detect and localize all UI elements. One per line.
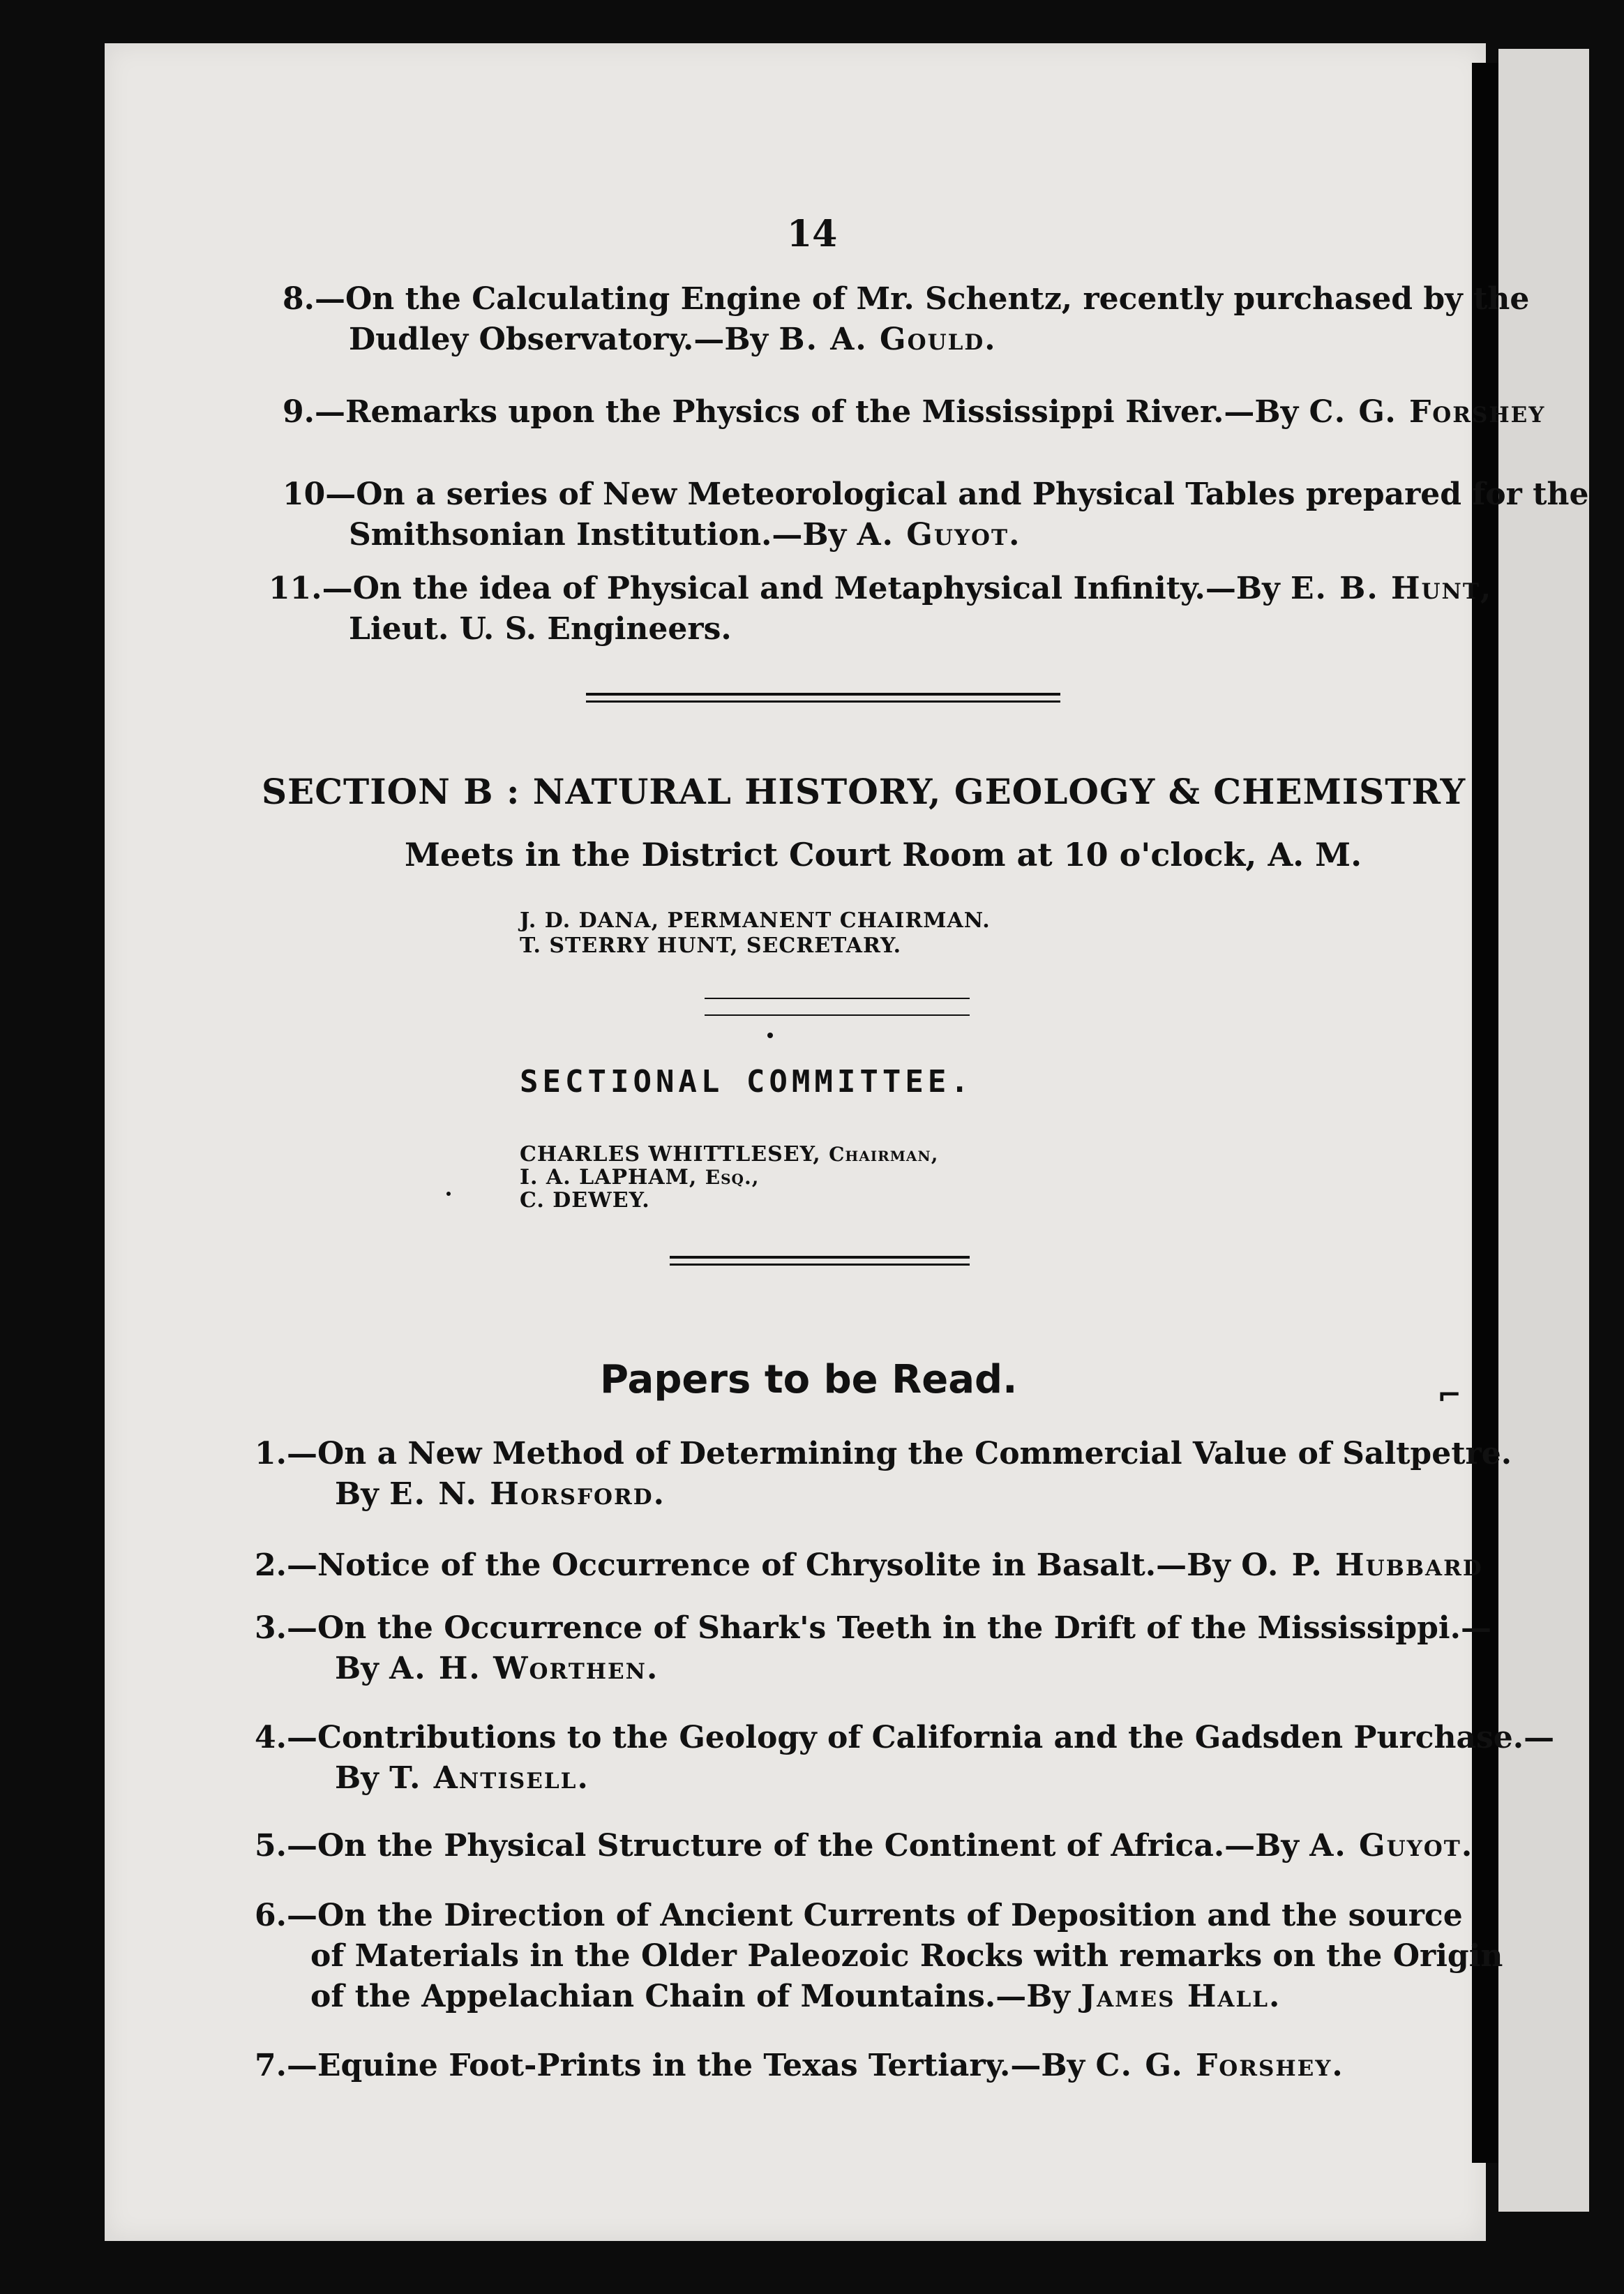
list-item: 7.—Equine Foot-Prints in the Texas Tertiary.—By C. G. Forshey. [255, 2048, 1344, 2083]
committee-member: CHARLES WHITTLESEY, Chairman, [520, 1142, 939, 1167]
page-number: 14 [787, 213, 838, 255]
margin-mark: ⌐ [1437, 1378, 1462, 1412]
section-divider [586, 693, 1060, 703]
section-secretary: T. STERRY HUNT, SECRETARY. [520, 934, 902, 958]
section-title: SECTION B : NATURAL HISTORY, GEOLOGY & CHEMISTRY [262, 771, 1466, 812]
divider [705, 1014, 970, 1016]
list-item: 10—On a series of New Meteorological and Physical Tables prepared for the Smithsonian Institution.—By A. Guyot. [283, 477, 1589, 553]
divider [670, 1256, 970, 1266]
papers-heading: Papers to be Read. [600, 1357, 1018, 1402]
list-item: 8.—On the Calculating Engine of Mr. Schentz, recently purchased by the Dudley Observatory.—By B. A. Gould. [283, 281, 1530, 357]
list-item: 3.—On the Occurrence of Shark's Teeth in the Drift of the Mississippi.— By A. H. Worthen. [255, 1610, 1491, 1686]
committee-member: C. DEWEY. [520, 1188, 650, 1213]
committee-member: I. A. LAPHAM, Esq., [520, 1165, 760, 1190]
list-item: 9.—Remarks upon the Physics of the Mississippi River.—By C. G. Forshey [283, 394, 1546, 430]
ornament-dot [446, 1192, 451, 1196]
section-chairman: J. D. DANA, PERMANENT CHAIRMAN. [520, 908, 991, 933]
list-item: 11.—On the idea of Physical and Metaphysical Infinity.—By E. B. Hunt, Lieut. U. S. Engineers. [269, 571, 1493, 647]
list-item: 1.—On a New Method of Determining the Commercial Value of Saltpetre. By E. N. Horsford. [255, 1436, 1512, 1512]
divider [705, 998, 970, 999]
section-meeting-info: Meets in the District Court Room at 10 o'clock, A. M. [405, 836, 1362, 874]
list-item: 4.—Contributions to the Geology of California and the Gadsden Purchase.— By T. Antisell. [255, 1720, 1555, 1796]
list-item: 6.—On the Direction of Ancient Currents of Deposition and the source of Materials in the Older Paleozoic Rocks with remarks on the Origin of the Appelachian Chain of Mountains.—By James Hall. [255, 1898, 1503, 2014]
ornament-dot [767, 1033, 773, 1038]
committee-title: SECTIONAL COMMITTEE. [520, 1064, 973, 1100]
list-item: 2.—Notice of the Occurrence of Chrysolite in Basalt.—By O. P. Hubbard [255, 1547, 1483, 1583]
list-item: 5.—On the Physical Structure of the Continent of Africa.—By A. Guyot. [255, 1828, 1474, 1864]
